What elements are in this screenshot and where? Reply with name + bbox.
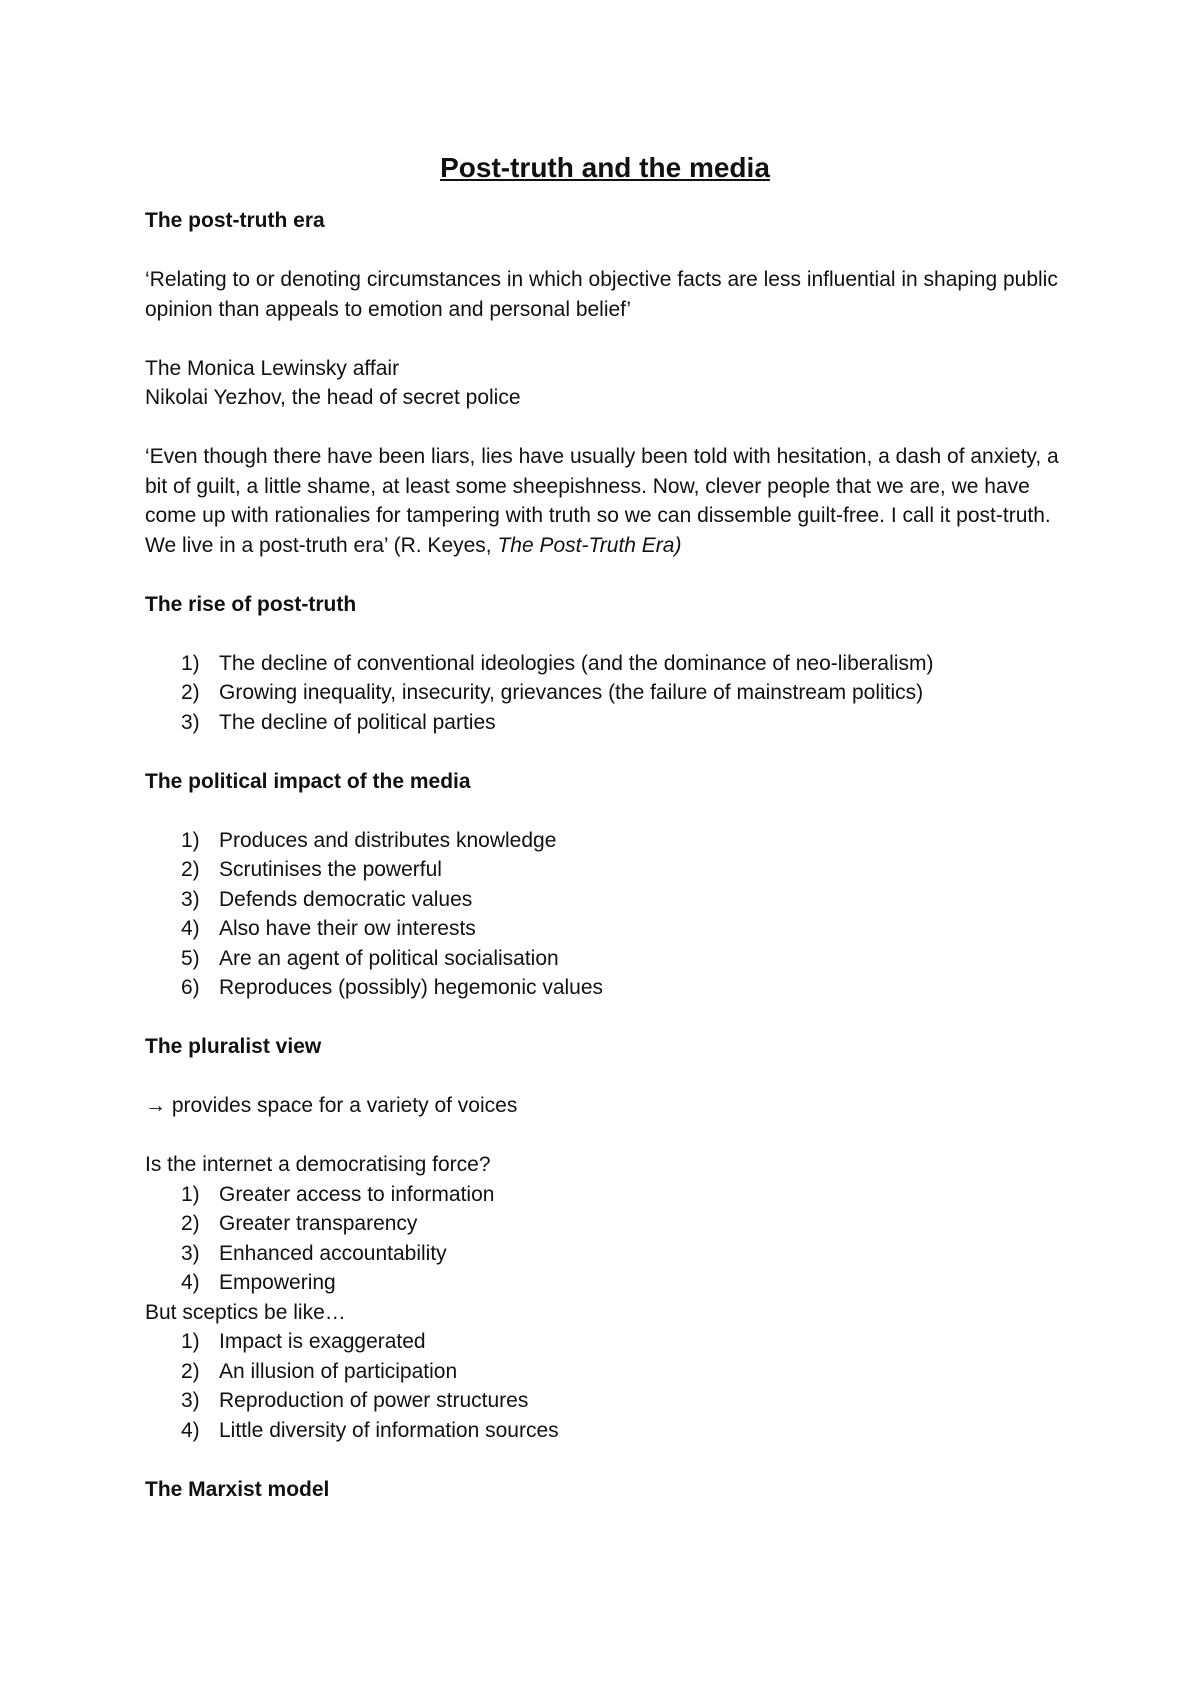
example-line: Nikolai Yezhov, the head of secret police — [145, 386, 521, 409]
keyes-book-title: The Post-Truth Era) — [497, 533, 682, 557]
list-item — [145, 1239, 1065, 1269]
list-number: 1) — [181, 1182, 200, 1206]
list-number: 1) — [181, 1330, 200, 1353]
list-number: 5) — [181, 946, 200, 970]
list-number: 3) — [181, 887, 200, 911]
list-text: Impact is exaggerated — [219, 1330, 426, 1353]
list-item — [145, 1357, 1065, 1387]
list-number: 6) — [181, 976, 200, 999]
list-number: 2) — [181, 1212, 200, 1235]
list-item — [145, 973, 1065, 1003]
sceptics-line: But sceptics be like… — [145, 1300, 346, 1324]
list-item — [145, 1268, 1065, 1298]
list-number: 4) — [181, 1271, 200, 1294]
list-item — [145, 885, 1065, 915]
pluralist-summary-text: provides space for a variety of voices — [166, 1094, 518, 1117]
list-text: Reproduces (possibly) hegemonic values — [219, 976, 604, 999]
document-title: Post-truth and the media — [440, 152, 770, 183]
list-text: Defends democratic values — [219, 887, 473, 911]
list-text: Reproduction of power structures — [219, 1389, 529, 1412]
list-number: 3) — [181, 1241, 200, 1265]
list-item — [145, 855, 1065, 885]
list-number: 3) — [181, 710, 200, 734]
list-item — [145, 1327, 1065, 1357]
list-number: 2) — [181, 681, 200, 704]
list-item — [145, 944, 1065, 974]
list-text: The decline of political parties — [219, 710, 496, 734]
list-number: 1) — [181, 828, 200, 852]
document-body — [145, 150, 1065, 1504]
list-text: Growing inequality, insecurity, grievances (the failure of mainstream politics) — [219, 681, 924, 704]
impact-list — [145, 826, 1065, 1003]
list-number: 4) — [181, 1418, 200, 1442]
list-number: 2) — [181, 1359, 200, 1383]
list-number: 4) — [181, 917, 200, 940]
list-text: Are an agent of political socialisation — [219, 946, 559, 970]
list-item — [145, 826, 1065, 856]
list-item — [145, 1209, 1065, 1239]
internet-question: Is the internet a democratising force? — [145, 1153, 491, 1176]
list-item — [145, 649, 1065, 679]
section-heading-pluralist: The pluralist view — [145, 1035, 322, 1058]
list-number: 3) — [181, 1389, 200, 1412]
list-item — [145, 1180, 1065, 1210]
example-line: The Monica Lewinsky affair — [145, 356, 400, 380]
list-text: Greater transparency — [219, 1212, 418, 1235]
list-item — [145, 708, 1065, 738]
list-text: An illusion of participation — [219, 1359, 458, 1383]
section-heading-rise: The rise of post-truth — [145, 592, 357, 616]
keyes-quote-text: ‘Even though there have been liars, lies have usually been told with hesitation, a dash of anxiety, a bit of guilt, a little shame, at least some sheepishness. Now, clever people that we are, we have come up with rationalies for tampering with truth so we can dissemble guilt-free. I call it post-truth. We live in a post-truth era’ (R. Keyes, — [145, 445, 1059, 557]
list-number: 2) — [181, 858, 200, 881]
list-text: Also have their ow interests — [219, 917, 476, 940]
pluralist-summary — [145, 1091, 1065, 1121]
list-text: Scrutinises the powerful — [219, 858, 442, 881]
list-item — [145, 678, 1065, 708]
keyes-quote — [145, 442, 1065, 560]
arrow-right-icon: → — [145, 1094, 166, 1117]
list-text: Empowering — [219, 1271, 336, 1294]
list-text: Enhanced accountability — [219, 1241, 447, 1265]
list-number: 1) — [181, 651, 200, 675]
section-heading-marxist: The Marxist model — [145, 1477, 330, 1501]
list-text: The decline of conventional ideologies (and the dominance of neo-liberalism) — [219, 651, 934, 675]
against-list — [145, 1327, 1065, 1445]
list-text: Little diversity of information sources — [219, 1418, 559, 1442]
list-item — [145, 1416, 1065, 1446]
section-heading-post-truth-era: The post-truth era — [145, 209, 325, 232]
definition-quote: ‘Relating to or denoting circumstances in which objective facts are less influential in shaping public opinion than appeals to emotion and personal belief’ — [145, 268, 1058, 321]
section-heading-impact: The political impact of the media — [145, 769, 471, 793]
list-text: Greater access to information — [219, 1182, 495, 1206]
rise-list — [145, 649, 1065, 738]
list-item — [145, 914, 1065, 944]
list-item — [145, 1386, 1065, 1416]
for-list — [145, 1180, 1065, 1298]
list-text: Produces and distributes knowledge — [219, 828, 557, 852]
